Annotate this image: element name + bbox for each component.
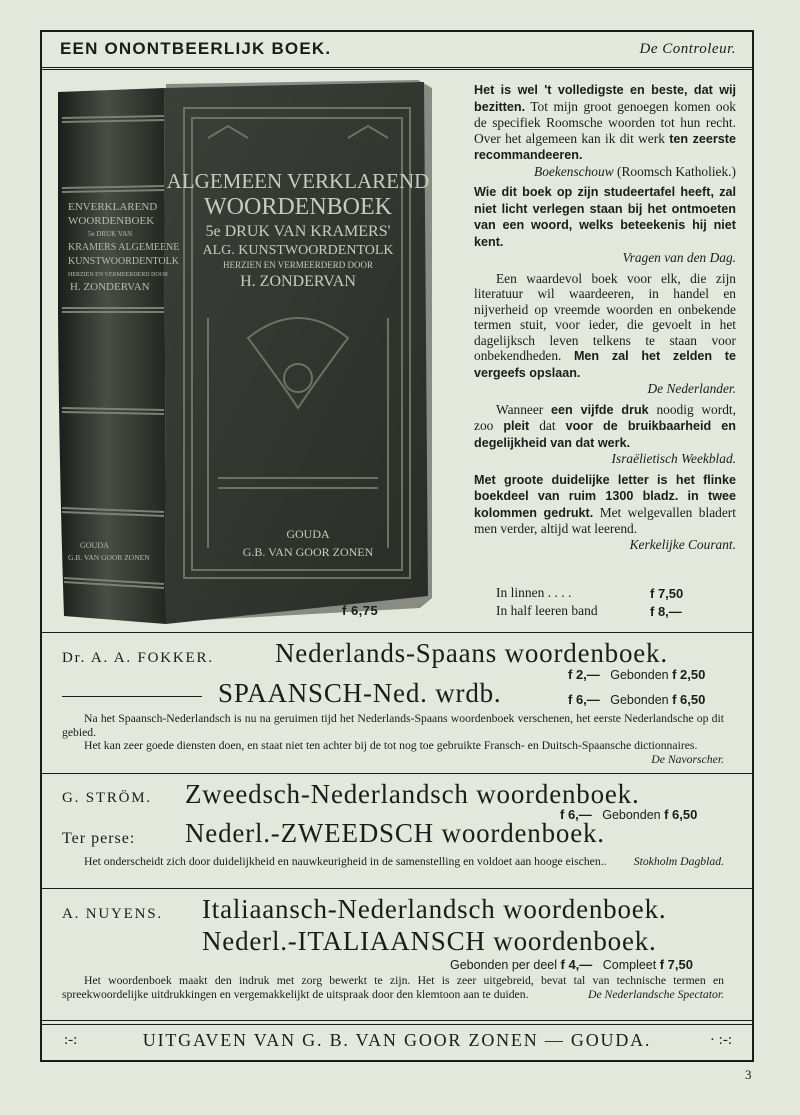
cover-line: ALGEMEEN VERKLAREND <box>166 169 430 193</box>
review-text: Na het Spaansch-Nederlandsch is nu na geruimen tijd het Nederlands-Spaans woordenboek verschenen, het eerste Nederlandsche op dit gebied. <box>62 712 724 739</box>
review-text: Het onderscheidt zich door duidelijkheid en nauwkeurigheid in de samenstelling en voldoet aan hooge eischen.. <box>84 855 607 868</box>
price-label: Gebonden <box>610 693 669 707</box>
spine-line: WOORDENBOEK <box>68 215 155 227</box>
review-bold: Met groote duidelijke letter is het flinke boekdeel van ruim 1300 bladz. in twee kolommen gedrukt. <box>474 472 736 520</box>
review-text: dat <box>539 418 556 433</box>
spine-line: KUNSTWOORDENTOLK <box>68 256 179 267</box>
review-cite: Vragen van den Dag. <box>622 250 736 265</box>
price-value: f 8,— <box>650 604 682 619</box>
review-bold: Het is wel 't volledigste en beste, dat wij bezitten. <box>474 83 736 114</box>
strom-title-1: Zweedsch-Nederlandsch woordenboek. <box>185 779 640 809</box>
price-label: In half leeren band <box>496 603 598 618</box>
price-label: Gebonden per deel <box>450 958 558 972</box>
nuyens-author: A. NUYENS. <box>62 906 163 922</box>
price-row-linen <box>496 585 571 601</box>
review <box>474 271 736 397</box>
section-divider <box>40 632 754 633</box>
review-text: Het kan zeer goede diensten doen, en staat niet ten achter bij de tot nog toe gebruikte Fransch- en Duitsch-Spaansche dictionnaires. <box>84 739 698 752</box>
review-cite: Kerkelijke Courant. <box>629 536 736 552</box>
price-value: f 2,50 <box>672 667 706 682</box>
book-price: f 6,75 <box>342 603 379 618</box>
review <box>474 402 736 467</box>
cover-line: WOORDENBOEK <box>204 194 392 220</box>
fokker-price-2 <box>568 692 705 707</box>
header <box>40 30 754 68</box>
review-cite: Israëlietisch Weekblad. <box>611 451 736 466</box>
review-cite: De Navorscher. <box>651 752 724 766</box>
review <box>474 472 736 553</box>
price-value: f 7,50 <box>650 586 684 601</box>
review-bold: Wie dit boek op zijn studeertafel heeft, zal niet licht verlegen staan bij het ontmoeten van een woord, welks beteekenis hij niet kent. <box>474 185 736 249</box>
price-label: In linnen . . . . <box>496 585 572 600</box>
nuyens-title-1: Italiaansch-Nederlandsch woordenboek. <box>202 894 667 924</box>
review-cite: De Nederlandsche Spectator. <box>588 987 724 1001</box>
section-divider <box>40 1020 754 1021</box>
review-text: Een waardevol boek voor elk, die zijn literatuur wil waardeeren, in handel en nijverheid op vreemde woorden en onbekende termen stuit, voor ieder, die gevoelt in het dagelijksch leven telkens te staan voor onbekendheden. <box>474 270 736 363</box>
fokker-rule <box>62 696 202 697</box>
strom-review <box>62 855 724 869</box>
review-bold: een vijfde druk <box>551 402 649 417</box>
cover-line: ALG. KUNSTWOORDENTOLK <box>202 243 394 258</box>
review-cite: De Nederlander. <box>647 381 736 396</box>
spine-line: KRAMERS ALGEMEENE <box>68 242 180 253</box>
review-bold: ten zeerste recommandeeren. <box>474 131 736 162</box>
ornament-left: :-: <box>64 1032 78 1048</box>
spine-line: HERZIEN EN VERMEERDERD DOOR <box>68 272 169 278</box>
price-label: Gebonden <box>602 808 661 822</box>
spine-line: ENVERKLAREND <box>68 201 158 213</box>
spine-imprint: GOUDA <box>80 541 109 550</box>
fokker-price-1 <box>568 667 705 682</box>
book-spine <box>58 88 169 624</box>
ornament-right: · :-: <box>709 1032 732 1048</box>
nuyens-price <box>450 957 693 972</box>
strom-author: G. STRÖM. <box>62 790 152 806</box>
price-value: f 4,— <box>560 957 593 972</box>
price-label: Gebonden <box>610 668 669 682</box>
section-divider <box>40 773 754 774</box>
publisher-line: UITGAVEN VAN G. B. VAN GOOR ZONEN — GOUDA. <box>142 1030 652 1050</box>
price-label: Compleet <box>602 958 657 972</box>
review-text: Het woordenboek maakt den indruk met zorg bewerkt te zijn. Het is zeer uitgebreid, bevat tal van technische termen en spreekwoordelijke uitdrukkingen en vergemakkelijkt de uitspraak door den klemtoon aan te duiden. <box>62 974 724 1001</box>
nuyens-title-2: Nederl.-ITALIAANSCH woordenboek. <box>202 926 657 956</box>
review-cite: Boekenschouw <box>534 163 614 179</box>
header-divider <box>40 69 754 70</box>
price-value: f 6,50 <box>672 692 706 707</box>
reviews-column <box>474 82 736 552</box>
fokker-title-2: SPAANSCH-Ned. wrdb. <box>218 678 502 708</box>
footer <box>40 1022 754 1062</box>
fokker-author: Dr. A. A. FOKKER. <box>62 650 214 666</box>
review-text: noodig wordt, zoo <box>474 401 736 433</box>
spine-line: H. ZONDERVAN <box>70 281 150 293</box>
review-text: Wanneer <box>496 401 544 417</box>
page-title: EEN ONONTBEERLIJK BOEK. <box>60 39 332 58</box>
strom-title-2: Nederl.-ZWEEDSCH woordenboek. <box>185 818 605 848</box>
spine-line: 5e DRUK VAN <box>88 230 133 238</box>
review-text: Tot mijn groot genoegen komen ook de specifiek Roomsche woorden tot hun recht. Over het algemeen kan ik dit werk <box>474 98 736 146</box>
price-value: f 7,50 <box>659 957 693 972</box>
page-number: 3 <box>745 1067 752 1082</box>
fokker-title-1: Nederlands-Spaans woordenboek. <box>275 638 668 668</box>
section-divider <box>40 888 754 889</box>
cover-line: HERZIEN EN VERMEERDERD DOOR <box>222 260 374 270</box>
cover-imprint: GOUDA <box>286 527 330 541</box>
price-row-leather <box>496 603 598 619</box>
review <box>474 184 736 266</box>
review-cite: (Roomsch Katholiek.) <box>616 163 736 179</box>
review-cite: Stokholm Dagblad. <box>633 855 724 868</box>
cover-imprint: G.B. VAN GOOR ZONEN <box>242 545 374 559</box>
strom-prefix: Ter perse: <box>62 830 136 847</box>
review-bold: Men zal het zelden te vergeefs opslaan. <box>474 349 736 380</box>
book-illustration <box>58 78 434 626</box>
price-value: f 6,— <box>568 692 600 707</box>
price-value: f 6,50 <box>664 807 698 822</box>
spine-imprint: G.B. VAN GOOR ZONEN <box>68 553 150 562</box>
cover-line: 5e DRUK VAN KRAMERS' <box>205 223 391 240</box>
price-value: f 6,— <box>560 807 592 822</box>
cover-line: H. ZONDERVAN <box>240 273 356 290</box>
review <box>474 82 736 179</box>
nuyens-review <box>62 974 724 1001</box>
review-bold: voor de bruikbaarheid en degelijkheid van dat werk. <box>474 419 736 450</box>
fokker-review <box>62 712 724 766</box>
review-text: Met welgevallen bladert men verder, altijd wat leerend. <box>474 504 736 536</box>
header-source: De Controleur. <box>639 41 736 57</box>
review-bold: pleit <box>503 419 530 433</box>
price-value: f 2,— <box>568 667 600 682</box>
